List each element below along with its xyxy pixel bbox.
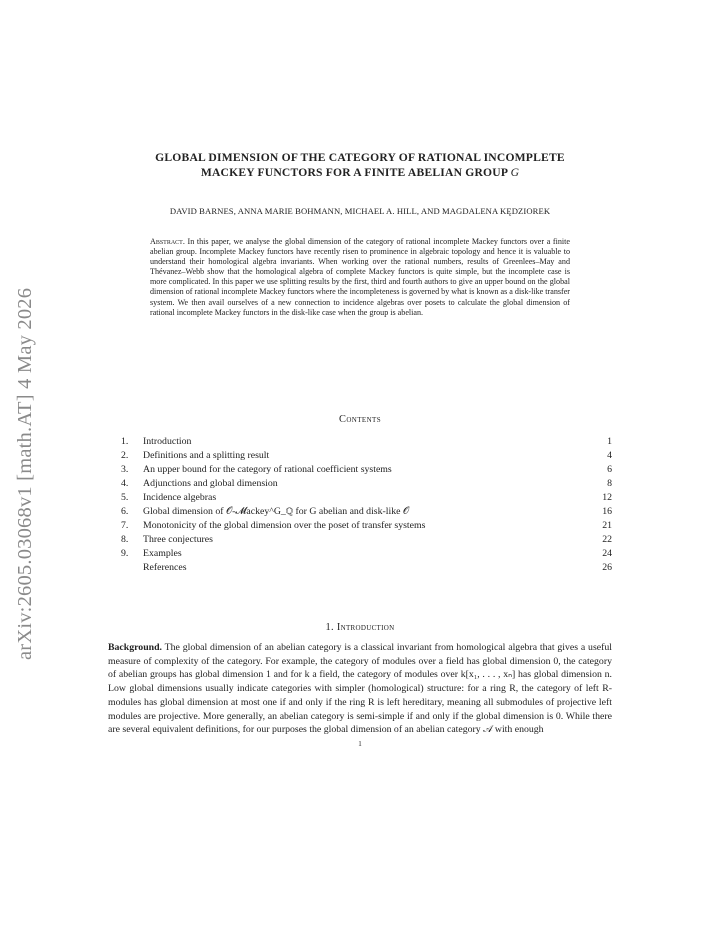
toc-entry-page: 16 bbox=[602, 506, 612, 517]
title-line-2-text: MACKEY FUNCTORS FOR A FINITE ABELIAN GROUP bbox=[200, 166, 508, 179]
toc-entry-page: 1 bbox=[607, 436, 612, 447]
title-group-symbol: G bbox=[510, 166, 520, 179]
toc-entry[interactable] bbox=[121, 477, 612, 491]
toc-entry-title: Definitions and a splitting result bbox=[143, 450, 270, 461]
toc-entry[interactable] bbox=[121, 449, 612, 463]
toc-entry-title: Adjunctions and global dimension bbox=[143, 478, 278, 489]
paragraph-text: The global dimension of an abelian category is a classical invariant from homological algebra that gives a useful measure of complexity of the category. For example, the category of modules over a field has global dimension 0, the category of abelian groups has global dimension 1 and for k a field, the category of modules over k[x₁, . . . , xₙ] has global dimension n. Low global dimensions usually indicate categories with simpler (homological) structure: for a ring R, the category of left R-modules has global dimension at most one if and only if the ring R is left hereditary, meaning all submodules of projective left modules are projective. More generally, an abelian category is semi-simple if and only if the global dimension is 0. While there are several equivalent definitions, for our purposes the global dimension of an abelian category 𝒜 with enough bbox=[108, 642, 613, 736]
toc-entry[interactable] bbox=[121, 505, 612, 519]
title-line-1: GLOBAL DIMENSION OF THE CATEGORY OF RATIONAL INCOMPLETE bbox=[155, 151, 565, 164]
toc-entry-title: Monotonicity of the global dimension over the poset of transfer systems bbox=[143, 520, 426, 531]
toc-entry-number: 6. bbox=[121, 506, 129, 517]
toc-entry-number: 3. bbox=[121, 464, 129, 475]
toc-entry[interactable] bbox=[121, 561, 612, 575]
table-of-contents bbox=[121, 435, 612, 575]
toc-entry-number: 5. bbox=[121, 492, 129, 503]
toc-entry-page: 22 bbox=[602, 534, 612, 545]
paper-title bbox=[100, 150, 620, 180]
toc-entry[interactable] bbox=[121, 519, 612, 533]
page-number: 1 bbox=[358, 740, 362, 748]
toc-entry-page: 26 bbox=[602, 562, 612, 573]
toc-entry-number bbox=[121, 561, 143, 575]
toc-entry-page: 12 bbox=[602, 492, 612, 503]
toc-entry-page: 6 bbox=[607, 464, 612, 475]
contents-heading: Contents bbox=[338, 414, 382, 425]
toc-entry-title: References bbox=[143, 562, 187, 573]
toc-entry-title: An upper bound for the category of rational coefficient systems bbox=[143, 464, 392, 475]
toc-entry-number: 1. bbox=[121, 436, 129, 447]
toc-entry[interactable] bbox=[121, 547, 612, 561]
toc-entry-page: 4 bbox=[607, 450, 612, 461]
abstract-text: In this paper, we analyse the global dimension of the category of rational incomplete Mackey functors over a finite abelian group. Incomplete Mackey functors have recently risen to prominence in algebraic topology and hence it is valuable to understand their homological algebra invariants. When working over the rational numbers, results of Greenlees–May and Thévanez–Webb show that the homological algebra of complete Mackey functors is quite simple, but the incomplete case is more complicated. In this paper we use splitting results by the first, third and fourth authors to give an upper bound on the global dimension of rational incomplete Mackey functors where the incompleteness is governed by what is known as a disk-like transfer system. We then avail ourselves of a new connection to incidence algebras over posets to calculate the global dimension of rational incomplete Mackey functors in the disk-like case when the group is abelian. bbox=[150, 237, 571, 317]
toc-entry-title: Examples bbox=[143, 548, 182, 559]
toc-entry-title: Introduction bbox=[143, 436, 192, 447]
toc-entry-number: 7. bbox=[121, 520, 129, 531]
paragraph-runin-heading: Background. bbox=[108, 642, 162, 653]
toc-entry-title: Three conjectures bbox=[143, 534, 213, 545]
title-line-2 bbox=[100, 165, 620, 180]
toc-entry[interactable] bbox=[121, 491, 612, 505]
toc-entry-page: 8 bbox=[607, 478, 612, 489]
toc-entry-number: 9. bbox=[121, 548, 129, 559]
toc-entry-number: 2. bbox=[121, 450, 129, 461]
toc-entry[interactable] bbox=[121, 533, 612, 547]
toc-entry-title: Global dimension of 𝒪-𝓜ackey^G_ℚ for G abelian and disk-like 𝒪 bbox=[143, 506, 410, 517]
toc-entry[interactable] bbox=[121, 435, 612, 449]
abstract-label: Abstract. bbox=[150, 237, 185, 246]
abstract bbox=[150, 237, 570, 318]
toc-entry-page: 21 bbox=[602, 520, 612, 531]
toc-entry-page: 24 bbox=[602, 548, 612, 559]
author-list: DAVID BARNES, ANNA MARIE BOHMANN, MICHAEL A. HILL, AND MAGDALENA KĘDZIOREK bbox=[169, 206, 551, 216]
toc-entry[interactable] bbox=[121, 463, 612, 477]
toc-entry-title: Incidence algebras bbox=[143, 492, 217, 503]
toc-entry-number: 8. bbox=[121, 534, 129, 545]
arxiv-identifier-stamp: arXiv:2605.03068v1 [math.AT] 4 May 2026 bbox=[14, 287, 36, 660]
introduction-paragraph bbox=[108, 641, 612, 737]
toc-entry-number: 4. bbox=[121, 478, 129, 489]
section-heading-introduction: 1. Introduction bbox=[325, 622, 395, 633]
